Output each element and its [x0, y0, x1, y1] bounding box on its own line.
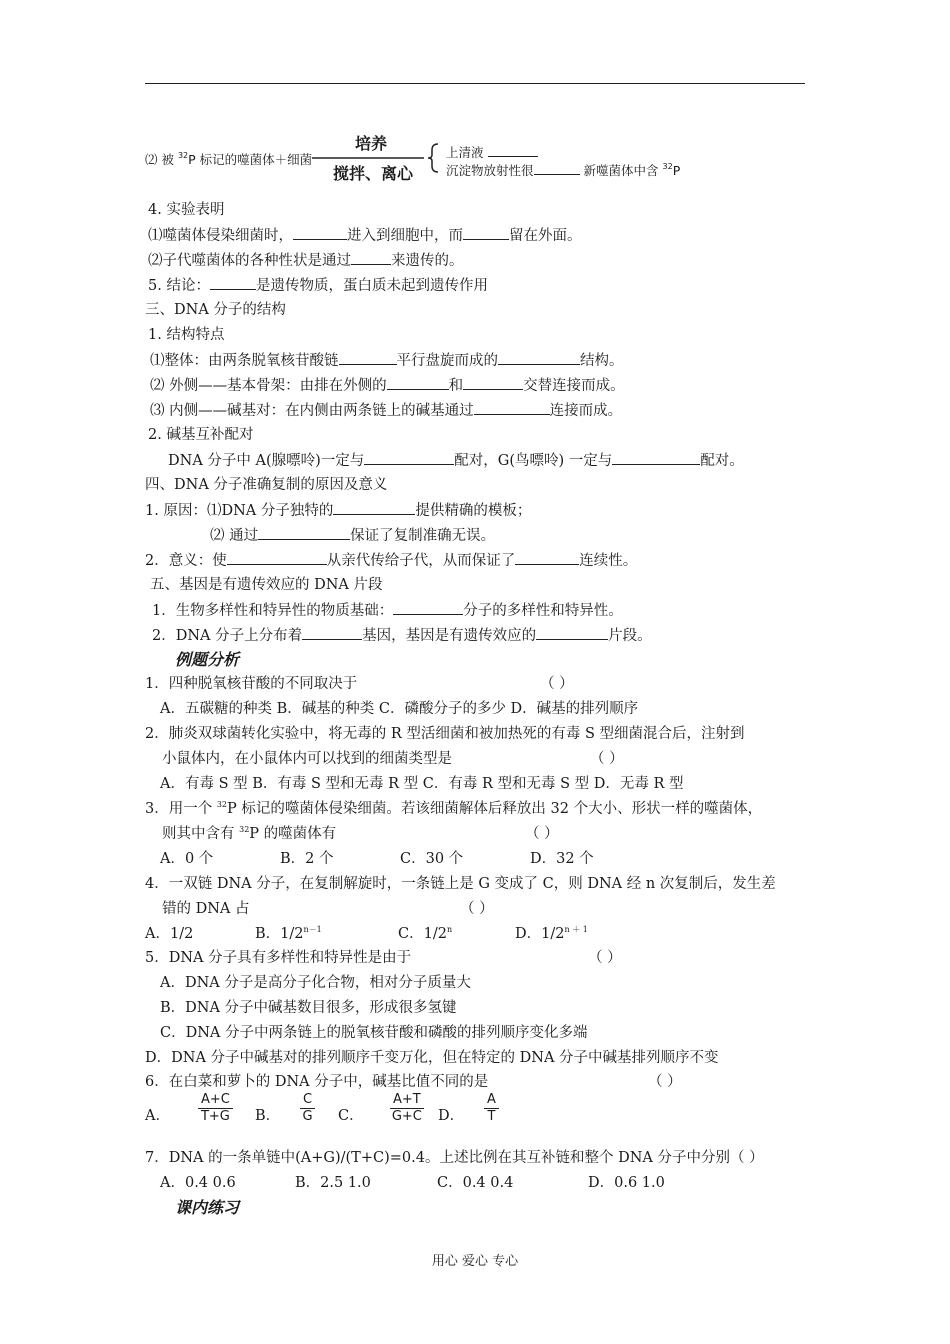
q5-optA: A．DNA 分子是高分子化合物，相对分子质量大 — [160, 975, 471, 991]
blank — [612, 450, 700, 465]
q3-optD: D．32 个 — [530, 851, 594, 867]
q4-stem2: 错的 DNA 占 — [162, 901, 250, 917]
s4-line2: ⑵子代噬菌体的各种性状是通过 来遗传的。 — [148, 250, 464, 271]
blank — [393, 600, 463, 615]
blank — [536, 625, 608, 640]
q4-optA: A．1/2 — [145, 926, 194, 942]
q2-stem1: 2．肺炎双球菌转化实验中，将无毒的 R 型活细菌和被加热死的有毒 S 型细菌混合后，注射到 — [145, 726, 745, 742]
q3-paren: （ ） — [525, 826, 559, 842]
q7-optC: C．0.4 0.4 — [437, 1175, 514, 1191]
sec4-line3: 2．意义：使 从亲代传给子代，从而保证了 连续性。 — [145, 550, 637, 571]
blank — [333, 500, 415, 515]
q5-optC: C．DNA 分子中两条链上的脱氧核苷酸和磷酸的排列顺序变化多端 — [160, 1025, 588, 1041]
arrow-top-label: 培养 — [355, 134, 388, 153]
blank — [293, 225, 347, 240]
branch-supernatant: 上清液 — [446, 142, 538, 163]
q4-stem1: 4．一双链 DNA 分子，在复制解旋时，一条链上是 G 变成了 C，则 DNA 经 n 次复制后，发生差 — [145, 876, 776, 892]
q6-paren: （ ） — [648, 1074, 682, 1090]
blank — [227, 550, 327, 565]
sec3-sub1: 1. 结构特点 — [148, 327, 225, 343]
q3-stem2: 则其中含有 $^{32}$P 的噬菌体有 — [162, 825, 337, 842]
q4-optC: C．1/2$^n$ — [398, 925, 453, 942]
q7-optD: D．0.6 1.0 — [588, 1175, 665, 1191]
sec3-line3: ⑶ 内侧——碱基对：在内侧由两条链上的碱基通过 连接而成。 — [150, 400, 622, 421]
q6-labelA: A． — [145, 1108, 170, 1124]
examples-heading: 例题分析 — [175, 650, 240, 669]
q7-stem: 7．DNA 的一条单链中(A+G)/(T+C)=0.4。上述比例在其互补链和整个 DNA 分子中分别（ ） — [145, 1150, 764, 1166]
q1-options: A．五碳糖的种类 B．碱基的种类 C．磷酸分子的多少 D．碱基的排列顺序 — [160, 701, 639, 717]
q6-fraction-a: $\frac{A+C}{T+G}$ — [198, 1092, 233, 1125]
blank — [258, 525, 350, 540]
q6-fraction-b: $\frac{C}{G}$ — [300, 1092, 315, 1125]
sec5-line1: 1．生物多样性和特异性的物质基础： 分子的多样性和特异性。 — [152, 600, 623, 621]
q4-paren: （ ） — [460, 901, 494, 917]
q6-fraction-c: $\frac{A+T}{G+C}$ — [391, 1092, 422, 1124]
q6-labelC: C． — [338, 1108, 364, 1124]
blank — [474, 400, 550, 415]
branch-precipitate: 沉淀物放射性很 新噬菌体中含 $^{32}$P — [446, 162, 681, 178]
q1-stem: 1．四种脱氧核苷酸的不同取决于 — [145, 676, 358, 692]
q3-optC: C．30 个 — [400, 851, 464, 867]
q6-fraction-d: $\frac{A}{T}$ — [484, 1092, 499, 1125]
q1-paren: （ ） — [540, 676, 574, 692]
diagram-prefix: ⑵ 被 $^{32}$P 标记的噬菌体＋细菌 — [145, 151, 313, 167]
s4-line1: ⑴噬菌体侵染细菌时， 进入到细胞中，而 留在外面。 — [148, 225, 582, 246]
page-footer: 用心 爱心 专心 — [431, 1254, 519, 1269]
q5-stem: 5．DNA 分子具有多样性和特异性是由于 — [145, 950, 412, 966]
blank — [463, 225, 509, 240]
q4-optB: B．$1/2^{n-1}$ — [255, 925, 322, 942]
q5-optD: D．DNA 分子中碱基对的排列顺序千变万化，但在特定的 DNA 分子中碱基排列顺序不变 — [145, 1050, 719, 1066]
blank — [534, 160, 580, 175]
sec3-line2: ⑵ 外侧——基本骨架：由排在外侧的 和 交替连接而成。 — [150, 375, 625, 396]
blank — [351, 250, 391, 265]
q6-labelB: B． — [255, 1108, 281, 1124]
sec4-line2: ⑵ 通过 保证了复制准确无误。 — [210, 525, 495, 546]
blank — [387, 375, 449, 390]
s5-conclusion: 5. 结论： 是遗传物质，蛋白质未起到遗传作用 — [148, 275, 488, 296]
sec4-title: 四、DNA 分子准确复制的原因及意义 — [145, 477, 388, 493]
sec3-sub2: 2. 碱基互补配对 — [148, 427, 254, 443]
blank — [364, 450, 454, 465]
sec3-title: 三、DNA 分子的结构 — [145, 302, 286, 318]
q3-optA: A．0 个 — [160, 851, 214, 867]
practice-heading: 课内练习 — [175, 1198, 240, 1217]
q3-optB: B．2 个 — [280, 851, 334, 867]
sec4-line1: 1. 原因：⑴DNA 分子独特的 提供精确的模板； — [145, 500, 531, 521]
s4-title: 4. 实验表明 — [148, 202, 225, 218]
sec3-line4: DNA 分子中 A(腺嘌呤)一定与 配对，G(鸟嘌呤) 一定与 配对。 — [168, 450, 744, 471]
q2-options: A．有毒 S 型 B．有毒 S 型和无毒 R 型 C．有毒 R 型和无毒 S 型 D．无毒 R 型 — [160, 776, 684, 792]
q7-optB: B．2.5 1.0 — [295, 1175, 371, 1191]
q7-optA: A．0.4 0.6 — [160, 1175, 236, 1191]
q5-optB: B．DNA 分子中碱基数目很多，形成很多氢键 — [160, 1000, 457, 1016]
blank — [463, 375, 523, 390]
q6-stem: 6．在白菜和萝卜的 DNA 分子中，碱基比值不同的是 — [145, 1074, 489, 1090]
q5-paren: （ ） — [588, 950, 622, 966]
header-rule — [145, 83, 805, 84]
arrow-bottom-label: 搅拌、离心 — [333, 164, 414, 183]
blank — [339, 350, 397, 365]
blank — [302, 625, 362, 640]
q4-optD: D．$1/2^{n + 1}$ — [515, 925, 588, 942]
sec5-title: 五、基因是有遗传效应的 DNA 片段 — [150, 577, 383, 593]
blank — [488, 142, 538, 157]
blank — [210, 275, 256, 290]
q6-labelD: D． — [438, 1108, 465, 1124]
q2-paren: （ ） — [590, 751, 624, 767]
brace-icon — [428, 144, 438, 172]
q3-stem1: 3．用一个 $^{32}$P 标记的噬菌体侵染细菌。若该细菌解体后释放出 32 个大小、形状一样的噬菌体， — [145, 800, 763, 817]
blank — [498, 350, 580, 365]
q2-stem2: 小鼠体内，在小鼠体内可以找到的细菌类型是 — [162, 751, 452, 767]
sec3-line1: ⑴整体：由两条脱氧核苷酸链 平行盘旋而成的 结构。 — [150, 350, 624, 371]
sec5-line2: 2．DNA 分子上分布着 基因，基因是有遗传效应的 片段。 — [152, 625, 652, 646]
blank — [515, 550, 579, 565]
